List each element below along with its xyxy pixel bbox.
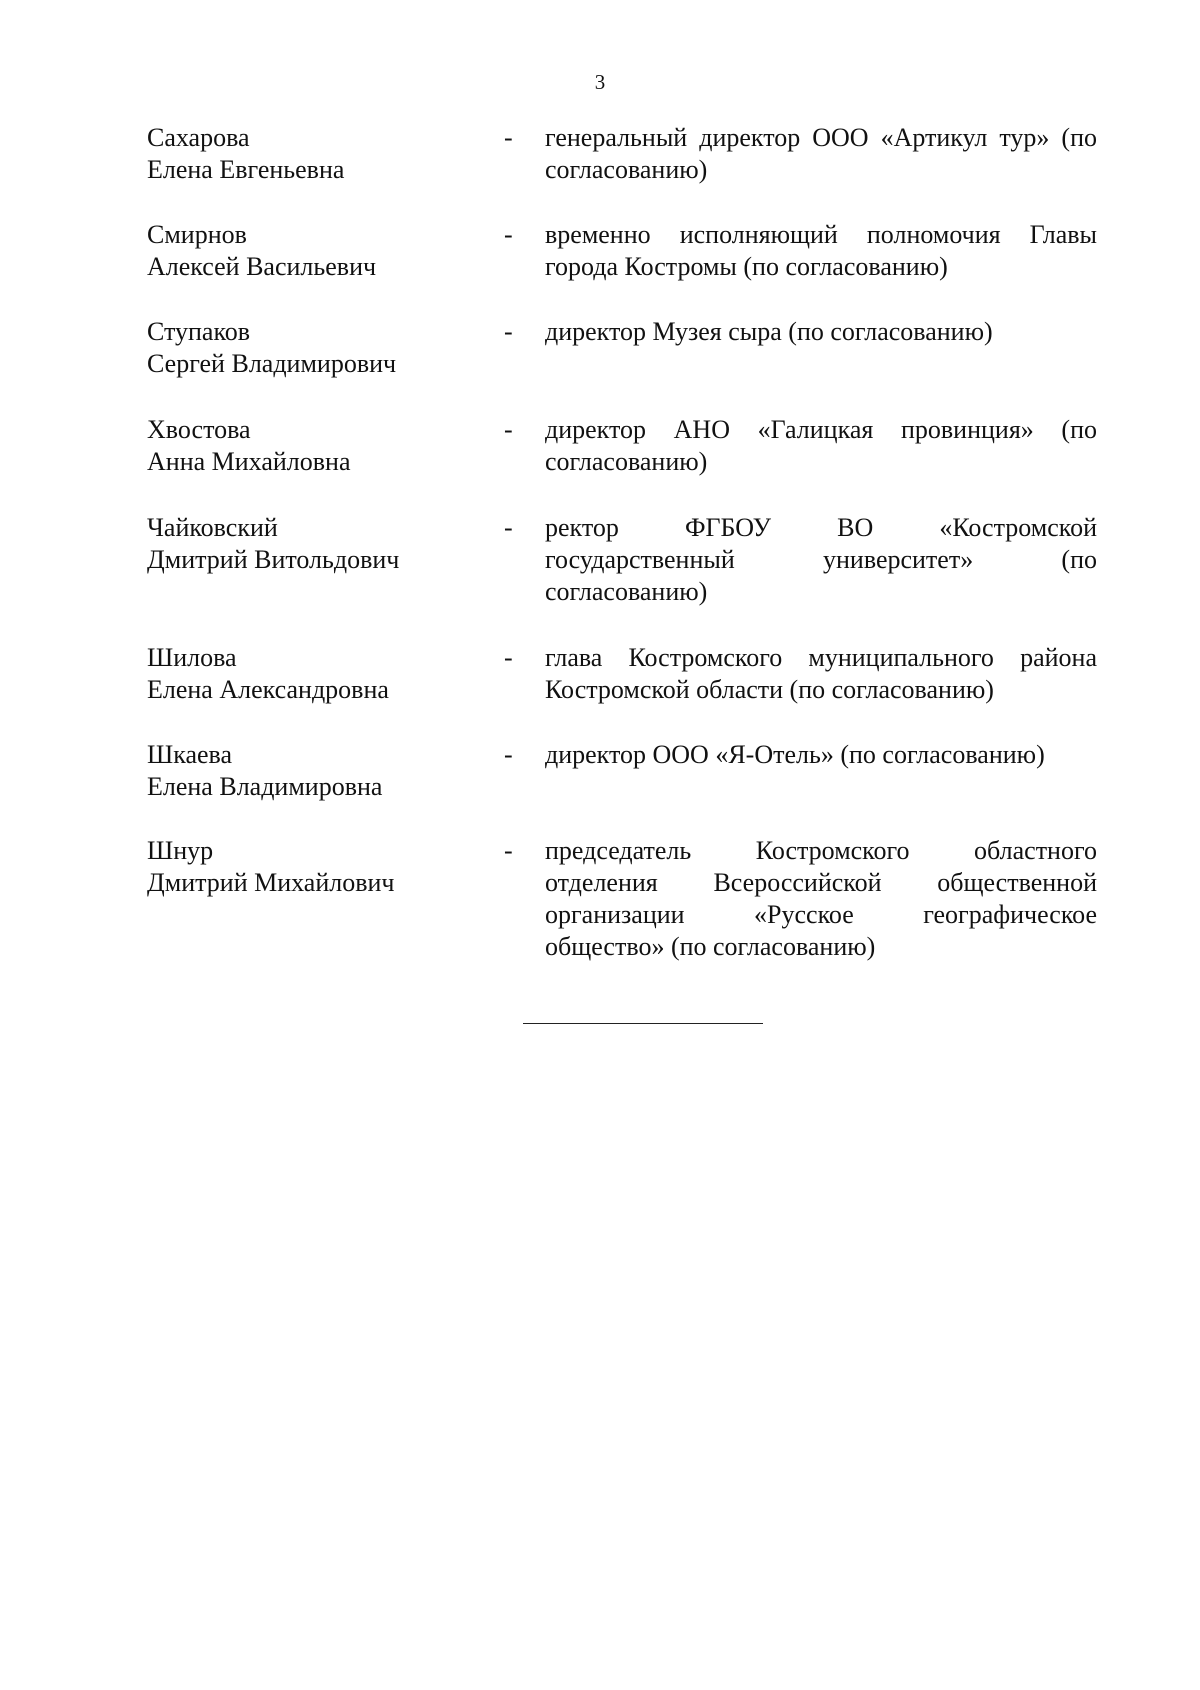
member-dash: - [504, 836, 513, 865]
member-given-names: Елена Александровна [147, 675, 389, 704]
member-position: директор ООО «Я-Отель» (по согласованию) [545, 740, 1045, 769]
closing-rule [523, 1023, 763, 1024]
member-dash: - [504, 415, 513, 444]
page-number: 3 [594, 70, 606, 94]
member-given-names: Елена Евгеньевна [147, 155, 345, 184]
member-surname: Чайковский [147, 513, 278, 542]
member-surname: Смирнов [147, 220, 247, 249]
member-dash: - [504, 220, 513, 249]
member-given-names: Дмитрий Витольдович [147, 545, 400, 574]
member-position: директор АНО «Галицкая провинция» (по согласованию) [545, 415, 1097, 476]
member-dash: - [504, 123, 513, 152]
member-surname: Хвостова [147, 415, 251, 444]
member-dash: - [504, 740, 513, 769]
member-dash: - [504, 513, 513, 542]
member-surname: Шнур [147, 836, 214, 865]
member-dash: - [504, 317, 513, 346]
member-name [147, 122, 477, 186]
member-name [147, 316, 477, 380]
member-given-names: Анна Михайловна [147, 447, 351, 476]
member-given-names: Алексей Васильевич [147, 252, 377, 281]
member-position: директор Музея сыра (по согласованию) [545, 317, 993, 346]
member-surname: Ступаков [147, 317, 251, 346]
member-dash: - [504, 643, 513, 672]
member-position: ректор ФГБОУ ВО «Костромской государственный университет» (по согласованию) [545, 513, 1097, 606]
member-name [147, 739, 477, 803]
member-given-names: Дмитрий Михайлович [147, 868, 395, 897]
member-given-names: Сергей Владимирович [147, 349, 397, 378]
member-given-names: Елена Владимировна [147, 772, 383, 801]
member-surname: Сахарова [147, 123, 250, 152]
member-position: председатель Костромского областного отделения Всероссийской общественной организации «Русское географическое общество» (по согласованию) [545, 836, 1097, 961]
member-name [147, 414, 477, 478]
member-position: глава Костромского муниципального района Костромской области (по согласованию) [545, 643, 1097, 704]
member-position: временно исполняющий полномочия Главы города Костромы (по согласованию) [545, 220, 1097, 281]
member-surname: Шкаева [147, 740, 233, 769]
member-surname: Шилова [147, 643, 237, 672]
member-name [147, 512, 477, 576]
member-position: генеральный директор ООО «Артикул тур» (по согласованию) [545, 123, 1097, 184]
member-name [147, 642, 477, 706]
member-name [147, 219, 477, 283]
member-name [147, 835, 477, 899]
